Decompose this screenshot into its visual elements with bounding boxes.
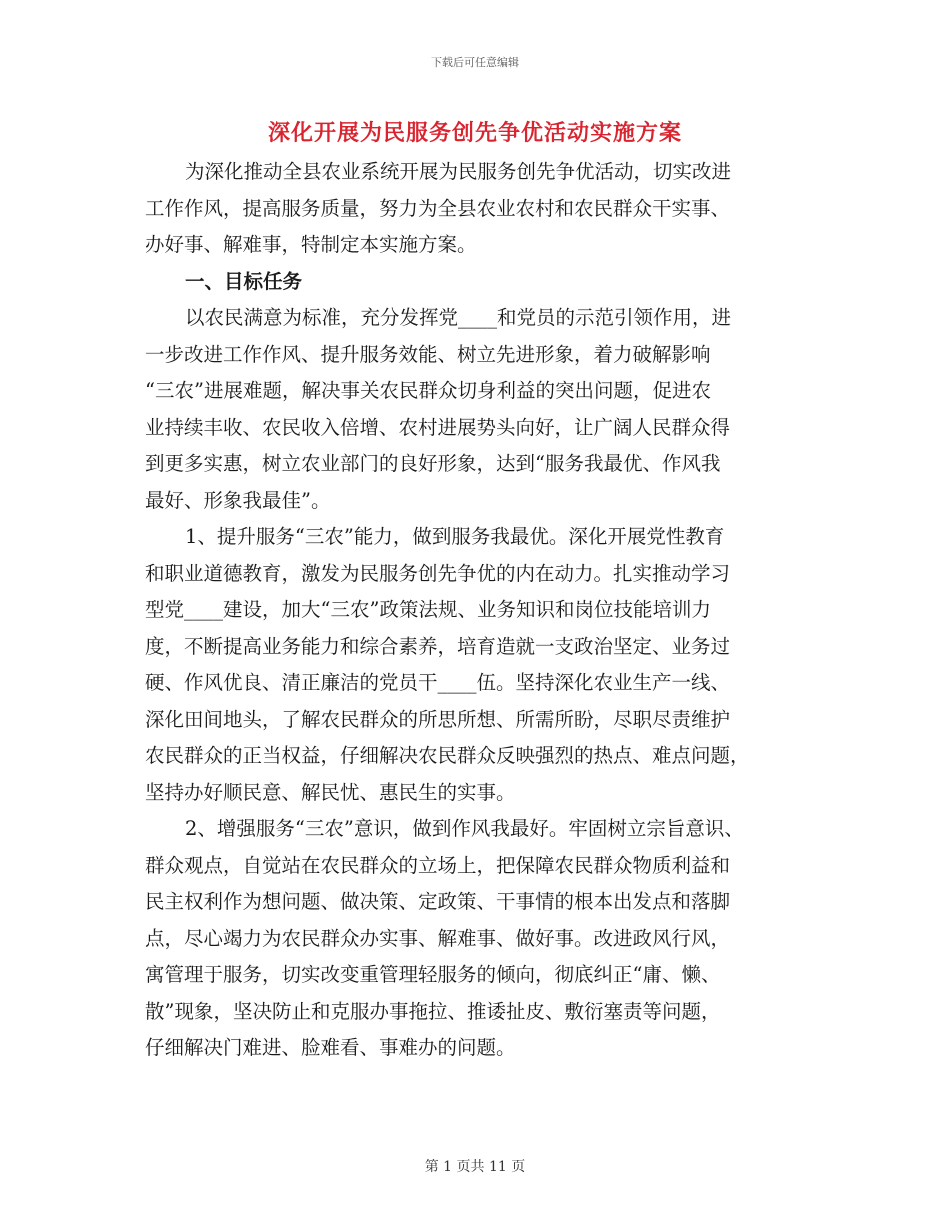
text-line: 以农民满意为标准，充分发挥党____和党员的示范引领作用，进 — [185, 306, 732, 329]
header-note: 下载后可任意编辑 — [431, 56, 519, 69]
text-line: “三农”进展难题，解决事关农民群众切身利益的突出问题，促进农 — [145, 379, 711, 402]
text-line: 群众观点，自觉站在农民群众的立场上，把保障农民群众物质利益和 — [145, 853, 731, 877]
text-line: 民主权利作为想问题、做决策、定政策、干事情的根本出发点和落脚 — [145, 890, 731, 913]
text-line: 最好、形象我最佳”。 — [145, 488, 331, 512]
document-body — [145, 154, 825, 1067]
text-line: 硬、作风优良、清正廉洁的党员干____伍。坚持深化农业生产一线、 — [145, 671, 731, 694]
text-line: 散”现象，坚决防止和克服办事拖拉、推诿扯皮、敷衍塞责等问题， — [145, 999, 721, 1023]
text-line: 工作作风，提高服务质量，努力为全县农业农村和农民群众干实事、 — [145, 196, 731, 220]
document-title: 深化开展为民服务创先争优活动实施方案 — [267, 120, 682, 146]
text-line: 办好事、解难事，特制定本实施方案。 — [145, 233, 477, 256]
section-heading — [145, 264, 825, 301]
text-line: 点，尽心竭力为农民群众办实事、解难事、做好事。改进政风行风， — [145, 926, 731, 950]
text-line: 度，不断提高业务能力和综合素养，培育造就一支政治坚定、业务过 — [145, 634, 731, 658]
text-line: 2、增强服务“三农”意识，做到作风我最好。牢固树立宗旨意识、 — [185, 817, 744, 840]
text-line: 到更多实惠，树立农业部门的良好形象，达到“服务我最优、作风我 — [145, 452, 721, 475]
text-line: 型党____建设，加大“三农”政策法规、业务知识和岗位技能培训力 — [145, 598, 711, 621]
heading-line: 一、目标任务 — [185, 269, 303, 293]
text-line: 深化田间地头，了解农民群众的所思所想、所需所盼，尽职尽责维护 — [145, 707, 731, 731]
intro-paragraph — [145, 154, 825, 264]
text-line: 1、提升服务“三农”能力，做到服务我最优。深化开展党性教育 — [185, 525, 725, 548]
text-line: 坚持办好顺民意、解民忧、惠民生的实事。 — [145, 780, 516, 804]
text-line: 一步改进工作作风、提升服务效能、树立先进形象，着力破解影响 — [145, 342, 711, 366]
item-2-paragraph — [145, 811, 825, 1067]
text-line: 和职业道德教育，激发为民服务创先争优的内在动力。扎实推动学习 — [145, 561, 731, 585]
text-line: 寓管理于服务，切实改变重管理轻服务的倾向，彻底纠正“庸、懒、 — [145, 963, 721, 986]
text-line: 仔细解决门难进、脸难看、事难办的问题。 — [145, 1036, 516, 1059]
item-1-paragraph — [145, 519, 825, 811]
text-line: 为深化推动全县农业系统开展为民服务创先争优活动，切实改进 — [185, 160, 732, 183]
goals-paragraph — [145, 300, 825, 519]
text-line: 业持续丰收、农民收入倍增、农村进展势头向好，让广阔人民群众得 — [145, 415, 731, 439]
page-number-footer: 第 1 页共 11 页 — [424, 1159, 526, 1175]
text-line: 农民群众的正当权益，仔细解决农民群众反映强烈的热点、难点问题， — [145, 744, 750, 767]
